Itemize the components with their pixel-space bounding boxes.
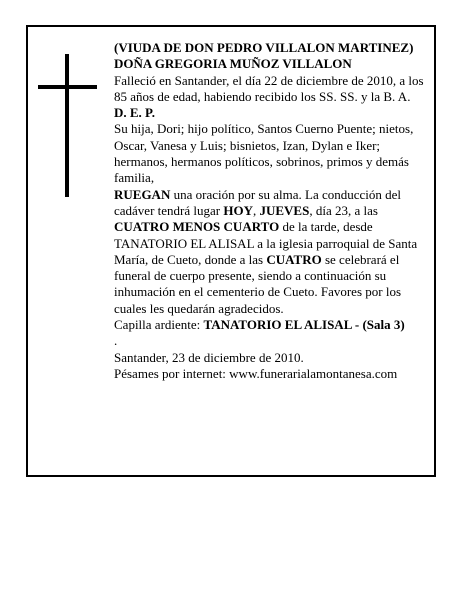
chapel-trailing-dot: .: [114, 333, 118, 349]
chapel-place: TANATORIO EL ALISAL - (Sala 3): [203, 317, 405, 333]
death-notice: Falleció en Santander, el día 22 de diciembre de 2010, a los 85 años de edad, habiendo recibido los SS. SS. y la B. A.: [114, 72, 424, 104]
condolences-line: Pésames por internet: www.funerarialamontanesa.com: [114, 365, 398, 381]
request-text-2: ,: [252, 202, 260, 218]
rip-line: D. E. P.: [114, 105, 156, 121]
cross-horizontal-bar: [38, 85, 97, 89]
request-text-3: , día 23, a las: [309, 202, 378, 218]
hoy-word: HOY: [223, 202, 253, 218]
request-text-5: se celebrará el funeral de cuerpo presente, siendo a continuación su inhumación en el cementerio de Cueto. Favores por los cuales les quedarán agradecidos.: [114, 251, 402, 316]
obituary-text: [114, 40, 432, 382]
chapel-line: [114, 317, 432, 350]
request-text-1: una oración por su alma. La conducción del cadáver tendrá lugar: [114, 186, 402, 218]
cuatro-word: CUATRO: [266, 251, 322, 267]
place-date: Santander, 23 de diciembre de 2010.: [114, 349, 304, 365]
request-paragraph: [114, 187, 432, 317]
widow-line: (VIUDA DE DON PEDRO VILLALON MARTINEZ): [114, 40, 414, 55]
family-list: Su hija, Dori; hijo político, Santos Cuerno Puente; nietos, Oscar, Vanesa y Luis; bisnietos, Izan, Dylan e Iker; hermanos, hermanos políticos, sobrinos, primos y demás familia,: [114, 121, 414, 186]
hour-words: CUATRO MENOS CUARTO: [114, 219, 280, 235]
cross-vertical-bar: [65, 54, 69, 197]
deceased-name: DOÑA GREGORIA MUÑOZ VILLALON: [114, 56, 352, 72]
chapel-label: Capilla ardiente:: [114, 317, 204, 333]
request-text-4: de la tarde, desde TANATORIO EL ALISAL a la iglesia parroquial de Santa María, de Cueto, donde a las: [114, 219, 418, 267]
jueves-word: JUEVES: [259, 202, 310, 218]
ruegan-word: RUEGAN: [114, 186, 171, 202]
